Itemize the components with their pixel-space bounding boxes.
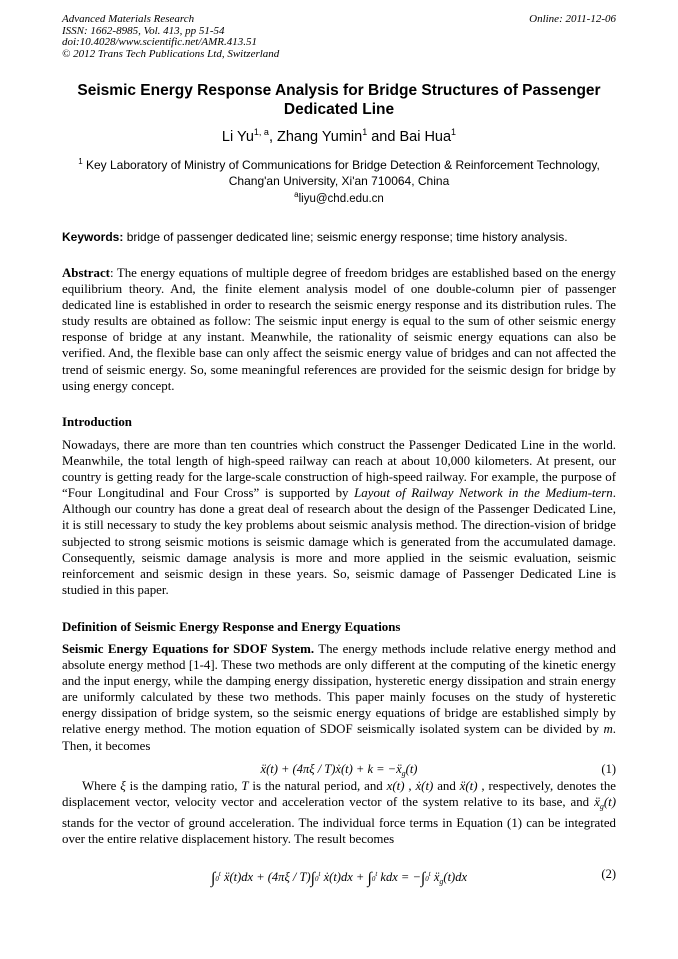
section-heading-definition: Definition of Seismic Energy Response and Energy Equations — [62, 620, 401, 634]
author-name: Li Yu — [221, 129, 254, 145]
issn-line: ISSN: 1662-8985, Vol. 413, pp 51-54 — [62, 24, 225, 37]
keywords-label: Keywords: — [62, 230, 124, 244]
abstract-label: Abstract — [62, 266, 110, 280]
email-link[interactable]: liyu@chd.edu.cn — [298, 193, 384, 205]
subsection-heading: Seismic Energy Equations for SDOF System. — [62, 642, 315, 656]
section-heading-introduction: Introduction — [62, 415, 132, 429]
equation-2-body: ∫0$^t$ ẍ(t)dx + (4πξ / T)∫0$^t$ ẋ(t)dx + $\int 0^t$ kdx = $-\int 0^t$ ẍ$_g$(t)dx — [210, 870, 468, 888]
keywords: Keywords: bridge of passenger dedicated line; seismic energy response; time history analysis. — [62, 230, 568, 244]
author-name: Zhang Yumin — [277, 129, 363, 145]
equation-number: (1) — [601, 762, 616, 776]
paper-page: Advanced Materials Research ISSN: 1662-8985, Vol. 413, pp 51-54 doi:10.4028/www.scientific.net/AMR.413.51 © 2012 Trans Tech Publications Ltd, Switzerland Online: 2011-12-06 Seismic Energy Response Analysis for Bridge Structures of Passenger Dedicated Line Li Yu$^{1, a}$, Zhang Yumin$^1$ and Bai Hua$^1$ $^1$ Key Laboratory of Ministry of Communications for Bridge Detection & Reinforcement Technology, Chang'an University, Xi'an 710064, China $^a$liyu@chd.edu.cn Keywords: bridge of passenger dedicated line; seismic energy response; time history analysis. Abstract: The energy equations of multiple degree of freedom bridges are established based on the energy equilibrium theory. And, the finite element analysis model of one double-column pier of passenger dedicated line is established in order to research the seismic energy response and its distribution rules. The study results are obtained as follow: The seismic input energy is equal to the sum of other seismic energy response of bridge at any instant. Meanwhile, the rationality of seismic energy equations can also be verified. And, the flexible base can only affect the seismic energy value of bridges and can not affected the trend of seismic energy. So, some meaningful references are provided for the seismic design for bridge by using energy concept. Introduction Nowadays, there are more than ten countries which construct the Passenger Dedicated Line in the world. Meanwhile, the total length of high-speed railway can reach at about 10,000 kilometers. At present, our country is getting ready for the large-scale construction of high-speed railway. For example, the purpose of “Four Longitudinal and Four Cross” is supported by Layout of Railway Network in the Medium-tern. Although our country has done a great deal of research about the design of the Passenger Dedicated Line, it is still necessary to study the key problems about seismic analysis method. The direction-vision of bridge subjected to strong seismic motions is seismic damage which is generated from the accumulated damage. Consequently, seismic damage analysis is more and more applied in the seismic evaluation, seismic reinforcement and seismic design in these years. So, seismic damage of Passenger Dedicated Line is studied in this paper. Definition of Seismic Energy Response and Energy Equations Seismic Energy Equations for SDOF System. The energy methods include relative energy method and absolute energy method [1-4]. These two methods are only different at the computing of the kinetic energy and the input energy, while the damping energy dissipation, hysteretic energy dissipation and strain energy are uniformly calculated by these two methods. This paper mainly focuses on the study of hysteretic energy dissipation of bridge system, so the seismic energy equations of bridge are established simply by relative energy method. The motion equation of SDOF seismically isolated system can be divided by m. Then, it becomes ẍ(t) + (4πξ / T)ẋ(t) + k = −ẍ$_g$(t) (1) Where ξ is the damping ratio, T is the natural period, and x(t) , ẋ(t) and ẍ(t) , respectively, denotes the displacement vector, velocity vector and acceleration vector of the system relative to its base, and ẍ$_g$(t) stands for the vector of ground acceleration. The individual force terms in Equation (1) can be integrated over the entire relative displacement history. The result becomes ∫0$^t$ ẍ(t)dx + (4πξ / T)∫0$^t$ ẋ(t)dx + $\int 0^t$ kdx = $-\int 0^t$ ẍ$_g$(t)dx (2) — [0, 0, 678, 959]
author-list: Li Yu$^{1, a}$, Zhang Yumin$^1$ and Bai Hua$^1$ — [221, 127, 457, 145]
paper-title: Seismic Energy Response Analysis for Bridge Structures of Passenger Dedicated Line — [77, 82, 601, 118]
journal-header — [62, 14, 279, 60]
journal-name: Advanced Materials Research — [62, 13, 195, 25]
equation-number: (2) — [601, 867, 616, 881]
author-name: Bai Hua — [399, 129, 452, 145]
equation-explanation: Where ξ is the damping ratio, T is the natural period, and x(t) , ẋ(t) and ẍ(t) , respectively, denotes the displacement vector, velocity vector and acceleration vector of the system relative to its base, and ẍ$_g$(t) stands for the vector of ground acceleration. The individual force terms in Equation (1) can be integrated over the entire relative displacement history. The result becomes — [62, 779, 617, 847]
copyright-line: © 2012 Trans Tech Publications Ltd, Switzerland — [62, 47, 280, 60]
definition-paragraph: Seismic Energy Equations for SDOF System. The energy methods include relative energy method and absolute energy method [1-4]. These two methods are only different at the computing of the kinetic energy and the input energy, while the damping energy dissipation, hysteretic energy dissipation and strain energy are uniformly calculated by these two methods. This paper mainly focuses on the study of hysteretic energy dissipation of bridge system, so the seismic energy equations of bridge are established simply by relative energy method. The motion equation of SDOF seismically isolated system can be divided by m. Then, it becomes — [62, 642, 616, 753]
affiliation: $^1$ Key Laboratory of Ministry of Communications for Bridge Detection & Reinforcement Technology, Chang'an University, Xi'an 710064, China — [78, 157, 600, 188]
author-email: $^a$liyu@chd.edu.cn — [294, 190, 384, 205]
doi-line[interactable]: doi:10.4028/www.scientific.net/AMR.413.51 — [62, 36, 258, 49]
abstract: Abstract: The energy equations of multiple degree of freedom bridges are established based on the energy equilibrium theory. And, the finite element analysis model of one double-column pier of passenger dedicated line is established in order to research the seismic energy response and its distribution rules. The study results are obtained as follow: The seismic input energy is equal to the sum of other seismic energy response of bridge at any instant. Meanwhile, the rationality of seismic energy equations can also be verified. And, the flexible base can only affect the seismic energy value of bridges and can not affected the trend of seismic energy. So, some meaningful references are provided for the seismic design for bridge by using energy concept. — [62, 266, 616, 393]
online-date: Online: 2011-12-06 — [529, 13, 616, 25]
introduction-paragraph: Nowadays, there are more than ten countries which construct the Passenger Dedicated Line in the world. Meanwhile, the total length of high-speed railway can reach at about 10,000 kilometers. At present, our country is getting ready for the large-scale construction of high-speed railway. For example, the purpose of “Four Longitudinal and Four Cross” is supported by Layout of Railway Network in the Medium-tern. Although our country has done a great deal of research about the design of the Passenger Dedicated Line, it is still necessary to study the key problems about seismic analysis method. The direction-vision of bridge subjected to strong seismic motions is seismic damage which is generated from the accumulated damage. Consequently, seismic damage analysis is more and more applied in the seismic evaluation, seismic reinforcement and seismic design in these years. So, seismic damage of Passenger Dedicated Line is studied in this paper. — [62, 438, 616, 597]
